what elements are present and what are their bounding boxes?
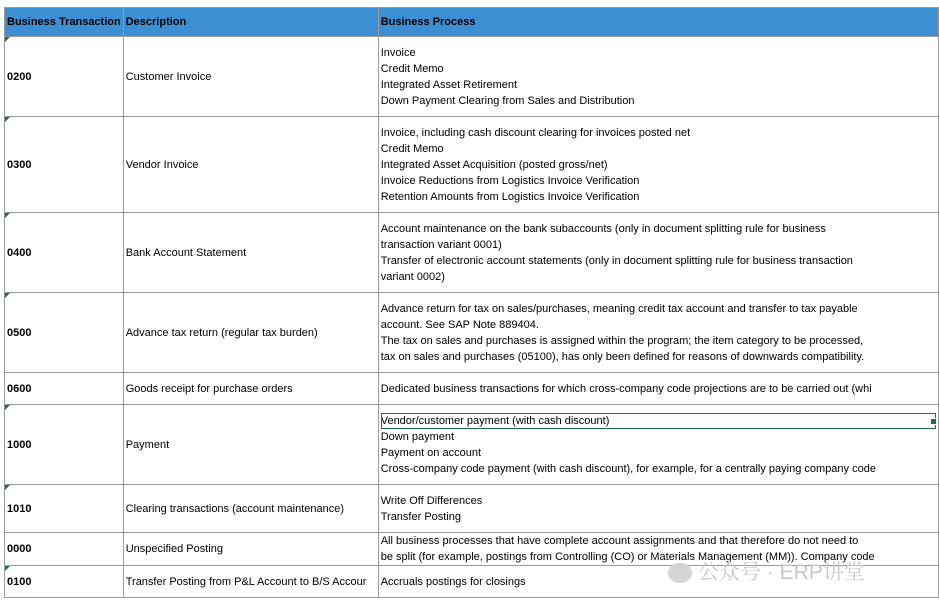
table-row	[5, 117, 939, 213]
cell-transaction-code[interactable]	[5, 213, 124, 293]
process-line: Write Off Differences	[380, 494, 483, 507]
cell-business-process[interactable]	[378, 373, 938, 405]
transaction-code: 1010	[7, 502, 32, 515]
cell-business-process[interactable]	[378, 405, 938, 485]
cell-description[interactable]: Goods receipt for purchase orders	[123, 373, 378, 405]
transaction-code: 0200	[7, 70, 32, 83]
process-line: Down payment	[380, 430, 455, 443]
transaction-code: 0500	[7, 326, 32, 339]
cell-description[interactable]: Bank Account Statement	[123, 213, 378, 293]
process-line: Transfer of electronic account statements (only in document splitting rule for business transaction	[380, 254, 853, 267]
process-line: Advance return for tax on sales/purchases, meaning credit tax account and transfer to tax payable	[380, 302, 858, 315]
header-description[interactable]: Description	[123, 8, 378, 37]
comment-indicator-icon	[5, 293, 10, 298]
cell-description[interactable]: Vendor Invoice	[123, 117, 378, 213]
comment-indicator-icon	[5, 405, 10, 410]
process-line: Invoice Reductions from Logistics Invoice Verification	[380, 174, 640, 187]
cell-transaction-code[interactable]	[5, 293, 124, 373]
transaction-code: 0000	[7, 543, 32, 555]
watermark-text: 公众号 · ERP讲堂	[698, 561, 865, 584]
comment-indicator-icon	[5, 485, 10, 490]
cell-business-process[interactable]	[378, 293, 938, 373]
table-row	[5, 373, 939, 405]
cell-description[interactable]: Unspecified Posting	[123, 533, 378, 566]
table-row	[5, 485, 939, 533]
cell-transaction-code[interactable]	[5, 117, 124, 213]
selected-cell-process-line[interactable]: Vendor/customer payment (with cash discount)	[381, 413, 936, 429]
process-line: Cross-company code payment (with cash discount), for example, for a centrally paying company code	[380, 462, 876, 475]
transaction-code: 0100	[7, 575, 32, 588]
process-line: transaction variant 0001)	[380, 238, 502, 251]
cell-business-process[interactable]	[378, 485, 938, 533]
cell-description[interactable]: Payment	[123, 405, 378, 485]
spreadsheet-table	[4, 7, 939, 598]
fill-handle[interactable]	[930, 418, 937, 425]
process-line: Transfer Posting	[380, 510, 462, 523]
process-line: Credit Memo	[380, 62, 444, 75]
cell-transaction-code[interactable]	[5, 533, 124, 566]
table-row	[5, 213, 939, 293]
cell-transaction-code[interactable]	[5, 405, 124, 485]
process-line: Invoice	[380, 46, 416, 59]
cell-transaction-code[interactable]	[5, 37, 124, 117]
process-line: Dedicated business transactions for which cross-company code projections are to be carried out (whi	[380, 382, 872, 395]
process-line: Invoice, including cash discount clearing for invoices posted net	[380, 126, 691, 139]
cell-transaction-code[interactable]	[5, 373, 124, 405]
transaction-code: 0400	[7, 246, 32, 259]
process-line: Retention Amounts from Logistics Invoice Verification	[380, 190, 640, 203]
comment-indicator-icon	[5, 566, 10, 571]
header-business-process[interactable]: Business Process	[378, 8, 938, 37]
cell-description[interactable]: Transfer Posting from P&L Account to B/S Accour	[123, 566, 378, 598]
table-row	[5, 405, 939, 485]
process-line: be split (for example, postings from Controlling (CO) or Materials Management (MM)). Company code	[380, 551, 875, 563]
comment-indicator-icon	[5, 37, 10, 42]
process-line: account. See SAP Note 889404.	[380, 318, 539, 331]
comment-indicator-icon	[5, 213, 10, 218]
wechat-icon	[668, 563, 692, 583]
watermark	[668, 556, 865, 586]
cell-transaction-code[interactable]	[5, 485, 124, 533]
process-line: Account maintenance on the bank subaccounts (only in document splitting rule for business	[380, 222, 826, 235]
process-line: Integrated Asset Acquisition (posted gross/net)	[380, 158, 608, 171]
cell-transaction-code[interactable]	[5, 566, 124, 598]
comment-indicator-icon	[5, 117, 10, 122]
process-line: Accruals postings for closings	[380, 575, 526, 588]
cell-description[interactable]: Clearing transactions (account maintenance)	[123, 485, 378, 533]
table-row	[5, 293, 939, 373]
process-line: Down Payment Clearing from Sales and Distribution	[380, 94, 635, 107]
cell-description[interactable]: Customer Invoice	[123, 37, 378, 117]
process-line: Payment on account	[380, 446, 482, 459]
transaction-code: 0300	[7, 158, 32, 171]
process-line: Credit Memo	[380, 142, 444, 155]
cell-business-process[interactable]	[378, 117, 938, 213]
process-line: The tax on sales and purchases is assigned within the program; the item category to be processed,	[380, 334, 864, 347]
header-row	[5, 8, 939, 37]
process-line: variant 0002)	[380, 270, 445, 283]
cell-business-process[interactable]	[378, 213, 938, 293]
transaction-code: 0600	[7, 382, 32, 395]
transaction-code: 1000	[7, 438, 32, 451]
cell-business-process[interactable]	[378, 37, 938, 117]
process-line: All business processes that have complete account assignments and that therefore do not need to	[380, 535, 859, 547]
table-row	[5, 37, 939, 117]
cell-description[interactable]: Advance tax return (regular tax burden)	[123, 293, 378, 373]
header-business-transaction[interactable]: Business Transaction	[5, 8, 124, 37]
process-line: Integrated Asset Retirement	[380, 78, 518, 91]
process-line: tax on sales and purchases (05100), has only been defined for reasons of downwards compatibility.	[380, 350, 865, 363]
